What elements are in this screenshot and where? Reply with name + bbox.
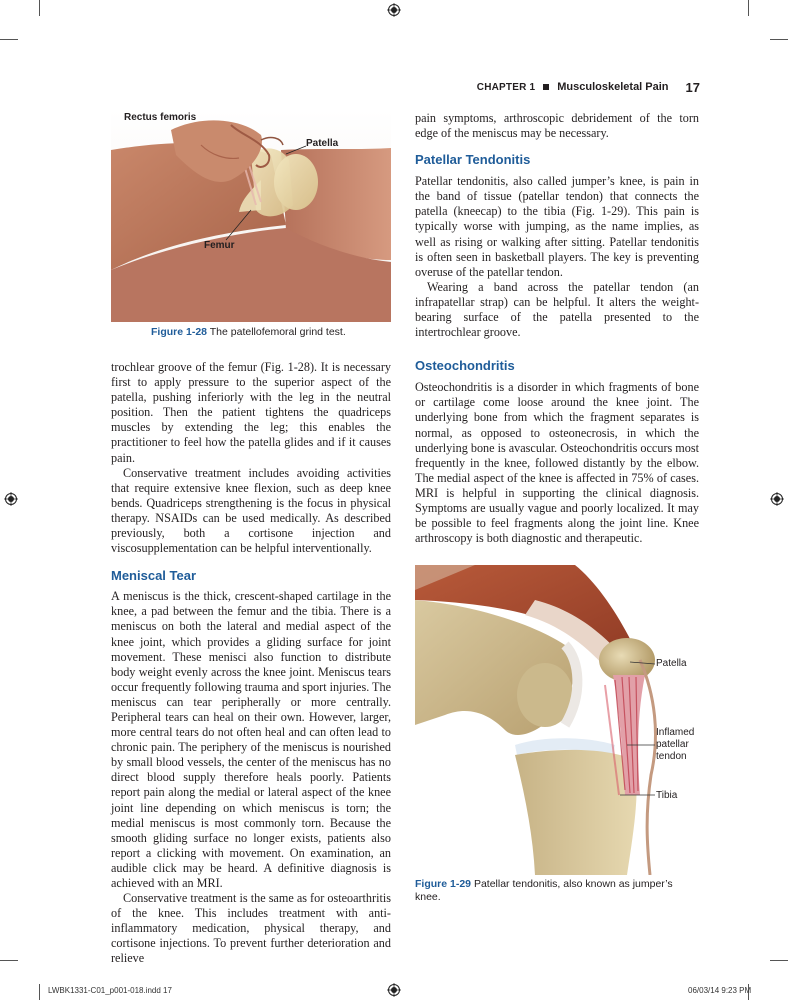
registration-mark-icon	[387, 983, 401, 997]
figure-1-28-caption-text: The patellofemoral grind test.	[209, 326, 346, 338]
crop-mark	[0, 960, 18, 961]
heading-meniscal-tear: Meniscal Tear	[111, 568, 197, 584]
knee-anatomy-illustration	[415, 565, 700, 875]
footer-file-slug: LWBK1331-C01_p001-018.indd 17	[48, 986, 172, 995]
figure-1-28-caption-label: Figure 1-28	[151, 326, 208, 338]
figure-1-29-image	[415, 565, 700, 875]
label-inflamed: Inflamed	[656, 727, 695, 738]
label-tibia: Tibia	[656, 790, 678, 801]
running-head	[470, 79, 700, 95]
label-rectus-femoris: Rectus femoris	[124, 112, 197, 123]
figure-1-29-caption-label: Figure 1-29	[415, 878, 472, 890]
crop-mark	[0, 39, 18, 40]
crop-mark	[770, 39, 788, 40]
registration-mark-icon	[770, 492, 784, 506]
registration-mark-icon	[387, 3, 401, 17]
left-paragraph-1: trochlear groove of the femur (Fig. 1-28). It is necessary first to apply pressure to the superior aspect of the patella, pushing inferiorly with the leg in the neutral position. Then the patient tightens the quadriceps muscles by extending the leg; this enables the practitioner to feel how the patella glides and if it causes pain.	[111, 360, 391, 465]
left-column	[111, 360, 391, 967]
chapter-label: CHAPTER 1	[476, 81, 536, 93]
figure-1-29-caption-text: Patellar tendonitis, also known as jumper’s knee.	[415, 878, 673, 903]
crop-mark	[770, 960, 788, 961]
right-column	[415, 111, 699, 546]
left-paragraph-3: A meniscus is the thick, crescent-shaped cartilage in the knee, a pad between the femur and the tibia. There is a meniscus on both the lateral and medial aspect of the knee joint, which provides a gliding surface for joint movement. These menisci also function to distribute body weight evenly across the knee joint. Meniscus tears occur frequently following trauma and sport injuries. The meniscus can tear peripherally or more centrally. Peripheral tears can heal on their own. However, larger, more central tears do not often heal and can often lead to chronic pain. The periphery of the meniscus is nourished by small blood vessels, the center of the meniscus has no direct blood supply therefore heals poorly. Patients report pain along the medial or lateral aspect of the knee joint line depending on which meniscus is torn; the medial meniscus is most commonly torn. Because the smooth gliding surface no longer exists, patients also report a clicking with movement. On examination, an audible click may be heard. A definitive diagnosis is achieved with an MRI.	[111, 589, 392, 890]
right-paragraph-2: Wearing a band across the patellar tendon (an infrapatellar strap) can be helpful. It alters the weight-bearing surface of the patella presented to the intertrochlear groove.	[415, 279, 699, 340]
crop-mark	[39, 0, 40, 16]
footer-date-slug: 06/03/14 9:23 PM	[688, 986, 752, 995]
page-number: 17	[685, 79, 700, 95]
right-paragraph-3: Osteochondritis is a disorder in which fragments of bone or cartilage come loose around the knee joint. The underlying bone from which the fragment separates is normal, as opposed to osteonecrosis, in which the underlying bone is avascular. Osteochondritis occurs most frequently in the knee, followed distantly by the elbow. The medial aspect of the knee is affected in 75% of cases. MRI is helpful in supporting the clinical diagnosis. Symptoms are usually vague and poorly localized. It may be possible to feel fragments along the joint line. Knee arthroscopy is both diagnostic and therapeutic.	[415, 380, 699, 546]
heading-patellar-tendonitis: Patellar Tendonitis	[415, 152, 531, 168]
figure-1-29-caption	[415, 878, 695, 904]
left-paragraph-4: Conservative treatment is the same as for osteoarthritis of the knee. This includes treatment with anti-inflammatory medication, physical therapy, and cortisone injections. To prevent further deterioration and relieve	[111, 891, 391, 966]
figure-1-28-caption	[151, 326, 391, 339]
right-paragraph-1: Patellar tendonitis, also called jumper’s knee, is pain in the band of tissue (patellar tendon) that connects the patella (kneecap) to the tibia (Fig. 1-29). This pain is typically worse with jumping, as the name implies, as well as rising or walking after sitting. Patellar tendonitis is often seen in basketball players. The key is preventing overuse of the patellar tendon.	[415, 174, 699, 279]
label-tendon: tendon	[656, 751, 687, 762]
crop-mark	[748, 0, 749, 16]
right-paragraph-0: pain symptoms, arthroscopic debridement of the torn edge of the meniscus may be necessary.	[415, 111, 699, 141]
knee-exam-photo	[111, 110, 391, 322]
crop-mark	[39, 984, 40, 1000]
label-patella-fig29: Patella	[656, 658, 687, 669]
registration-mark-icon	[4, 492, 18, 506]
chapter-title: Musculoskeletal Pain	[557, 81, 669, 93]
label-patella: Patella	[306, 138, 339, 149]
left-paragraph-2: Conservative treatment includes avoiding activities that require extensive knee flexion, such as deep knee bends. Quadriceps strengthening is the focus in physical therapy. NSAIDs can be used medically. As described previously, both a cortisone injection and viscosupplementation can be helpful interventionally.	[111, 465, 391, 556]
square-bullet-icon	[543, 84, 549, 90]
label-femur: Femur	[204, 240, 235, 251]
heading-osteochondritis: Osteochondritis	[415, 358, 515, 374]
figure-1-28-image	[111, 110, 391, 322]
label-patellar: patellar	[656, 739, 689, 750]
